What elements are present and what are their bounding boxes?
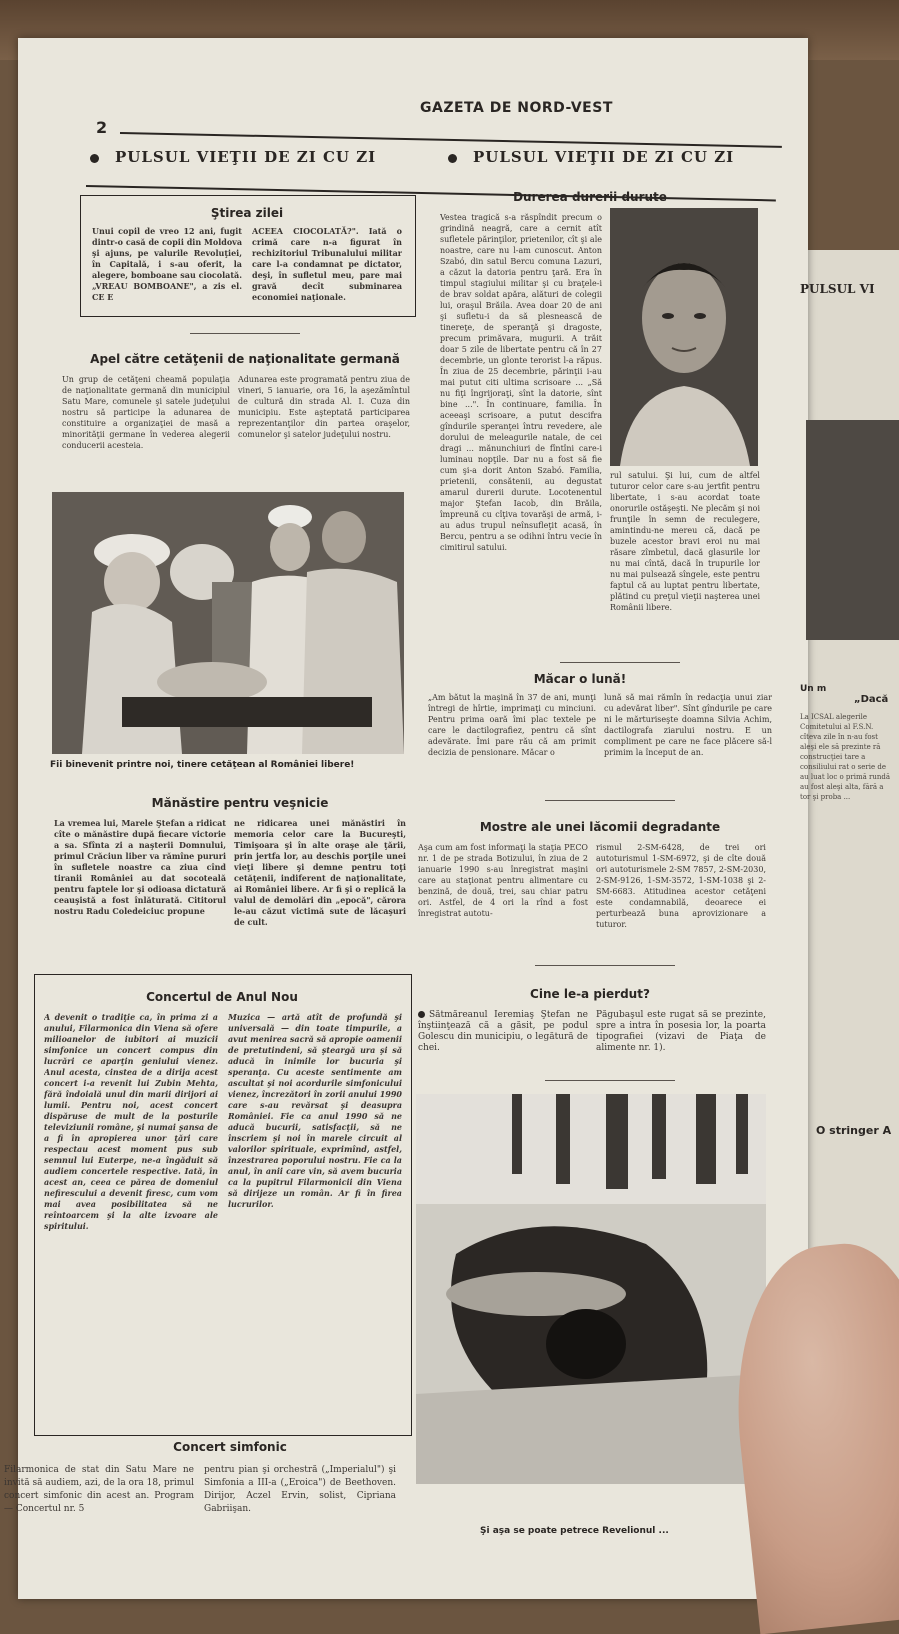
rubric-left: PULSUL VIEŢII DE ZI CU ZI bbox=[90, 148, 376, 166]
revelion-photo bbox=[416, 1094, 766, 1484]
next-page-un-title: Un m bbox=[800, 684, 827, 694]
manastire-col1: La vremea lui, Marele Ştefan a ridicat cîte o mănăstire după fiecare victorie a sa. Sfînta zi a naşterii Domnului, primul Crăciun liber va rămîne pururi în sufletele noastre ca ziua cînd tiranii României au dat socoteală pentru faptele lor şi odioasa dictatură ceauşistă a fost înlăturată. Cititorul nostru Radu Coledeiciuc propune bbox=[54, 818, 226, 916]
stirea-zilei-col2: ACEEA CIOCOLATĂ?". Iată o crimă care n-a figurat în rechizitoriul Tribunalului militar care l-a condamnat pe dictator, deşi, în sufletul meu, pare mai gravă decît subminarea economiei naţionale. bbox=[252, 226, 402, 302]
concert-simfonic-col1: Filarmonica de stat din Satu Mare ne invită să audiem, azi, de la ora 18, primul concert simfonic din acest an. Program — Concertul nr. 5 bbox=[4, 1465, 194, 1514]
next-page-stringer-title: O stringer A bbox=[816, 1124, 892, 1137]
concert-simfonic-title: Concert simfonic bbox=[173, 1440, 287, 1454]
soldier-portrait-graphic bbox=[610, 208, 758, 466]
newborn-photo-graphic bbox=[52, 492, 404, 754]
soldier-portrait-photo bbox=[610, 208, 758, 466]
durerea-col1: Vestea tragică s-a răspîndit precum o grindină neagră, care a cernit atît sufletele părinţilor, prietenilor, cît şi ale noastre, care nu l-am cunoscut. Anton Szabó, din satul Bercu comuna Lazuri, a căzut la datoria pentru ţară. Era în timpul stagiului militar şi cu braţele-i de brav soldat apăra, alături de colegii lui, oraşul Brăila. Avea doar 20 de ani şi sufletu-i da să plesnească de tinereţe, de speranţă şi dragoste, precum primăvara, mugurii. A trăit doar 5 zile de libertate pentru că în 27 decembrie, un glonte terorist l-a răpus. În ziua de 25 decembrie, părinţii i-au mai putut citi ultima scrisoare ... „Să nu fiţi îngrijoraţi, sînt la datorie, sînt bine ...". În continuare, familia. În aceeaşi scrisoare, a putut descifra gîndurile speranţei întru revedere, ale dorului de meleagurile natale, de cei dragi ... mănunchiuri de fîntîni care-i luminau nopţile. Dar nu a fost să fie cum şi-a dorit Anton Szabó. Familia, prietenii, consătenii, au degustat amarul durerii durute. Locotenentul major Ştefan Iacob, din Brăila, împreună cu cîţiva tovarăşi de armă, i-au adus trupul neînsufleţit acasă, în Bercu, pentru a se odihni întru vecie în cimitirul satului. bbox=[440, 213, 602, 552]
durerea-title: Durerea durerii durute bbox=[513, 190, 667, 204]
rubric-right: PULSUL VIEŢII DE ZI CU ZI bbox=[448, 148, 734, 166]
bullet-icon bbox=[418, 1011, 425, 1018]
bullet-icon bbox=[90, 154, 99, 163]
separator bbox=[190, 333, 300, 334]
next-page-dace-title: „Dacă bbox=[854, 694, 889, 705]
newspaper-name: GAZETA DE NORD-VEST bbox=[420, 100, 613, 116]
mostre-title: Mostre ale unei lăcomii degradante bbox=[479, 820, 721, 834]
revelion-photo-graphic bbox=[416, 1094, 766, 1484]
apel-col1: Un grup de cetăţeni cheamă populaţia de naţionalitate germană din municipiul Satu Mare, comunele şi satele judeţului nostru să participe la adunarea de constituire a organizaţiei de masă a minorităţii germane în vederea alegerii conducerii acesteia. bbox=[62, 375, 230, 450]
manastire-col2: ne ridicarea unei mănăstiri în memoria celor care la Bucureşti, Timişoara şi în alte oraşe ale ţării, prin jertfa lor, au deschis porţile unei vieţi libere şi demne pentru toţi cetăţenii, indiferent de naţionalitate, ai României libere. Ar fi şi o replică la valul de demolări din „epocă", cărora le-au căzut victimă sute de lăcaşuri de cult. bbox=[234, 818, 406, 927]
concertul-title: Concertul de Anul Nou bbox=[146, 990, 298, 1004]
bullet-icon bbox=[448, 154, 457, 163]
apel-col2: Adunarea este programată pentru ziua de vineri, 5 ianuarie, ora 16, la aşezămîntul de cultură din strada Al. I. Cuza din municipiu. Este aşteptată participarea reprezentanţilor din partea oraşelor, comunelor şi satelor judeţului nostru. bbox=[238, 375, 410, 439]
separator bbox=[560, 662, 680, 663]
macar-col1: „Am bătut la maşină în 37 de ani, munţi întregi de hîrtie, imprimaţi cu minciuni. Pentru prima oară îmi plac textele pe care le dactilografiez, pentru că sînt adevărate. Îmi pare rău că am primit decizia de pensionare. Măcar o bbox=[428, 693, 596, 757]
next-page-rubric: PULSUL VI bbox=[800, 282, 875, 296]
newborn-photo bbox=[52, 492, 404, 754]
cine-col2: Păgubaşul este rugat să se prezinte, spre a intra în posesia lor, la poarta tipografiei (vizavi de Piaţa de alimente nr. 1). bbox=[596, 1010, 766, 1053]
concert-simfonic-col2: pentru pian şi orchestră („Imperialul") şi Simfonia a III-a („Eroica") de Beethoven. Dirijor, Aczel Ervin, solist, Cipriana Gabriişan. bbox=[204, 1465, 396, 1514]
cine-col1: Sătmăreanul Ieremiaş Ştefan ne înştiinţează că a găsit, pe podul Golescu din municipiu, o legătură de chei. bbox=[418, 1010, 588, 1053]
revelion-photo-caption: Şi aşa se poate petrece Revelionul ... bbox=[480, 1526, 669, 1536]
concertul-col1: A devenit o tradiţie ca, în prima zi a anului, Filarmonica din Viena să ofere milioanelor de iubitori ai muzicii simfonice un concert compus din lucrări ce aparţin geniului vienez. Anul acesta, cinstea de a dirija acest concert i-a revenit lui Zubin Mehta, fără îndoială unul din marii dirijori ai lumii. Pentru noi, acest concert dispăruse de mult de la posturile televiziunii române, şi numai şansa de a fi în apropierea unor ţări care respectau acest moment pus sub semnul lui Euterpe, ne-a îngăduit să audiem concertele respective. Iată, în acest an, ceea ce părea de domeniul nefirescului a devenit firesc, cum vom mai avea posibilitatea să ne reîntoarcem şi la alte izvoare ale spiritului. bbox=[44, 1012, 218, 1231]
manastire-title: Mănăstire pentru veşnicie bbox=[151, 796, 329, 810]
mostre-col2: rismul 2-SM-6428, de trei ori autoturismul 1-SM-6972, şi de cîte două ori autoturismele 2-SM 7857, 2-SM-2030, 2-SM-9126, 1-SM-3572, 1-SM-1038 şi 2-SM-6683. Atitudinea acestor cetăţeni este condamnabilă, deoarece ei perturbează buna aprovizionare a tuturor. bbox=[596, 843, 766, 929]
macar-col2: lună să mai rămîn în redacţia unui ziar cu adevărat liber". Sînt gîndurile pe care ni le mărturiseşte doamna Silvia Achim, dactilografa ziarului nostru. E un compliment pe care ne face plăcere să-l primim la început de an. bbox=[604, 693, 772, 757]
separator bbox=[545, 800, 675, 801]
apel-title: Apel către cetăţenii de naţionalitate germană bbox=[90, 352, 400, 366]
separator bbox=[535, 965, 675, 966]
separator bbox=[545, 1080, 675, 1081]
next-page-photo bbox=[806, 420, 899, 640]
next-page-text: La ICSAL alegerile Comitetului al F.S.N. cîteva zile în n-au fost aleşi ele să prezinte ră construcţiei tare a consiliului rat o serie de au luat loc o primă rundă au fost aleşi alta, fără a tor şi proba ... bbox=[800, 713, 891, 801]
cine-title: Cine le-a pierdut? bbox=[530, 987, 650, 1001]
macar-title: Măcar o lună! bbox=[533, 672, 627, 686]
stirea-zilei-title: Ştirea zilei bbox=[210, 206, 284, 220]
mostre-col1: Aşa cum am fost informaţi la staţia PECO nr. 1 de pe strada Botizului, în ziua de 2 ianuarie 1990 s-au înregistrat maşini care au staţionat pentru alimentare cu benzină, de două, trei, sau chiar patru ori. Astfel, de 4 ori la rînd a fost înregistrat autotu- bbox=[418, 843, 588, 918]
durerea-col2: rul satului. Şi lui, cum de altfel tuturor celor care s-au jertfit pentru libertate, i s-au acordat toate onorurile ostăşeşti. Ne plecăm şi noi frunţile în semn de reculegere, amintindu-ne mereu că, dacă pe buzele acestor bravi eroi nu mai răsare zîmbetul, dacă glasurile lor nu mai cîntă, dacă în trupurile lor nu mai pulsează sîngele, este pentru faptul că au luptat pentru libertate, plătind cu preţul vieţii naşterea unei Românii libere. bbox=[610, 471, 760, 612]
concertul-col2: Muzica — artă atît de profundă şi universală — din toate timpurile, a avut menirea sacră să apropie oamenii de pretutindeni, să şteargă ura şi să aducă în inimile lor bucuria şi speranţa. Cu aceste sentimente am ascultat şi noi acordurile simfonicului vienez, încrezători în zorii anului 1990 care s-au revărsat şi deasupra României. Fie ca anul 1990 să ne aducă bucurii, satisfacţii, să ne înscriem şi noi în marele circuit al valorilor spirituale, exprimînd, astfel, înzestrarea poporului nostru. Fie ca la anul, în anii care vin, să avem bucuria ca la pupitrul Filarmonicii din Viena să dirijeze un român. Ar fi în firea lucrurilor. bbox=[228, 1012, 402, 1209]
page-number: 2 bbox=[96, 118, 108, 137]
newborn-photo-caption: Fii binevenit printre noi, tinere cetăţean al României libere! bbox=[50, 760, 355, 770]
stirea-zilei-col1: Unui copil de vreo 12 ani, fugit dintr-o casă de copii din Moldova şi ajuns, pe valurile Revoluţiei, în Capitală, i s-au oferit, la alegere, bomboane sau ciocolată. „VREAU BOMBOANE", a zis el. CE E bbox=[92, 226, 242, 302]
